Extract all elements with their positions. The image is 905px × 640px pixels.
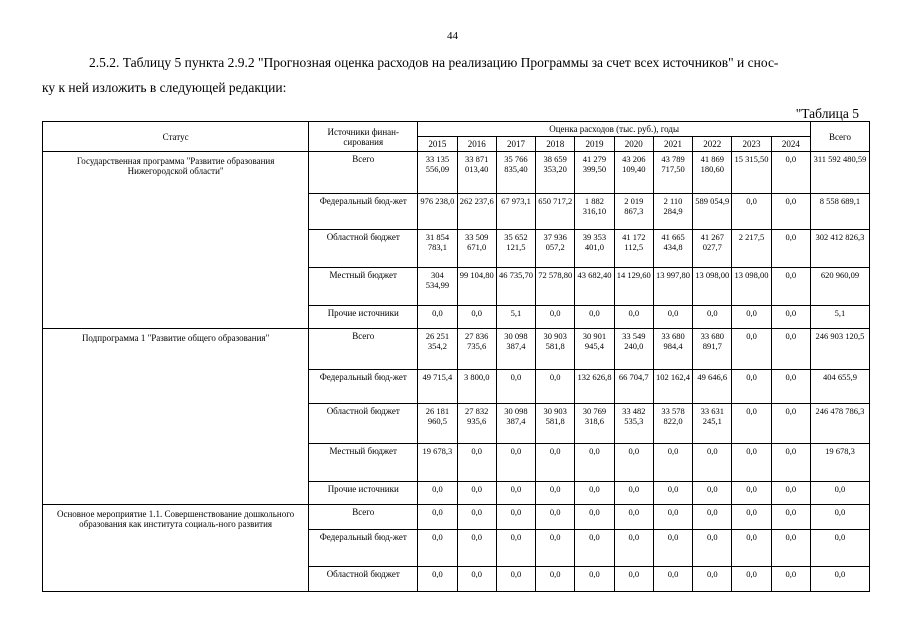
value-cell: 0,0 [653, 530, 692, 567]
value-cell: 35 766 835,40 [496, 152, 535, 194]
value-cell: 0,0 [575, 530, 614, 567]
total-cell: 404 655,9 [810, 370, 869, 404]
table-row [43, 329, 870, 370]
value-cell: 33 578 822,0 [653, 404, 692, 444]
value-cell: 0,0 [732, 404, 771, 444]
source-cell: Прочие источники [309, 306, 418, 329]
value-cell: 0,0 [771, 567, 810, 592]
value-cell: 0,0 [536, 306, 575, 329]
value-cell: 0,0 [771, 230, 810, 268]
value-cell: 30 901 945,4 [575, 329, 614, 370]
value-cell: 0,0 [575, 505, 614, 530]
value-cell: 262 237,6 [457, 194, 496, 230]
year-header: 2019 [575, 137, 614, 152]
value-cell: 0,0 [771, 444, 810, 482]
value-cell: 0,0 [496, 444, 535, 482]
source-cell: Областной бюджет [309, 404, 418, 444]
total-cell: 302 412 826,3 [810, 230, 869, 268]
value-cell: 46 735,70 [496, 268, 535, 306]
value-cell: 0,0 [418, 567, 457, 592]
value-cell: 41 172 112,5 [614, 230, 653, 268]
value-cell: 5,1 [496, 306, 535, 329]
value-cell: 0,0 [457, 306, 496, 329]
value-cell: 0,0 [457, 567, 496, 592]
value-cell: 13 997,80 [653, 268, 692, 306]
value-cell: 0,0 [693, 444, 732, 482]
status-cell: Основное мероприятие 1.1. Совершенствование дошкольного образования как института социаль-ного развития [43, 505, 309, 592]
total-cell: 0,0 [810, 530, 869, 567]
value-cell: 304 534,99 [418, 268, 457, 306]
value-cell: 0,0 [614, 306, 653, 329]
value-cell: 2 217,5 [732, 230, 771, 268]
value-cell: 38 659 353,20 [536, 152, 575, 194]
value-cell: 0,0 [771, 370, 810, 404]
value-cell: 0,0 [496, 482, 535, 505]
value-cell: 33 871 013,40 [457, 152, 496, 194]
value-cell: 0,0 [732, 444, 771, 482]
year-header: 2015 [418, 137, 457, 152]
value-cell: 0,0 [614, 530, 653, 567]
year-header: 2024 [771, 137, 810, 152]
value-cell: 0,0 [771, 194, 810, 230]
value-cell: 0,0 [693, 306, 732, 329]
total-header: Всего [810, 122, 869, 152]
value-cell: 33 482 535,3 [614, 404, 653, 444]
value-cell: 33 631 245,1 [693, 404, 732, 444]
value-cell: 19 678,3 [418, 444, 457, 482]
value-cell: 30 903 581,8 [536, 404, 575, 444]
value-cell: 33 680 891,7 [693, 329, 732, 370]
value-cell: 0,0 [575, 444, 614, 482]
value-cell: 0,0 [418, 505, 457, 530]
value-cell: 33 135 556,09 [418, 152, 457, 194]
value-cell: 0,0 [653, 444, 692, 482]
value-cell: 49 715,4 [418, 370, 457, 404]
value-cell: 0,0 [653, 505, 692, 530]
value-cell: 0,0 [693, 530, 732, 567]
total-cell: 246 478 786,3 [810, 404, 869, 444]
value-cell: 41 279 399,50 [575, 152, 614, 194]
total-cell: 246 903 120,5 [810, 329, 869, 370]
value-cell: 30 769 318,6 [575, 404, 614, 444]
value-cell: 0,0 [614, 505, 653, 530]
value-cell: 0,0 [653, 567, 692, 592]
intro-paragraph [42, 50, 868, 100]
value-cell: 0,0 [457, 444, 496, 482]
value-cell: 0,0 [771, 404, 810, 444]
value-cell: 30 098 387,4 [496, 329, 535, 370]
total-cell: 0,0 [810, 567, 869, 592]
status-header: Статус [43, 122, 309, 152]
status-cell: Государственная программа "Развитие образования Нижегородской области" [43, 152, 309, 329]
value-cell: 31 854 783,1 [418, 230, 457, 268]
value-cell: 650 717,2 [536, 194, 575, 230]
value-cell: 0,0 [496, 530, 535, 567]
value-cell: 0,0 [732, 530, 771, 567]
value-cell: 0,0 [496, 567, 535, 592]
value-cell: 0,0 [732, 370, 771, 404]
value-cell: 1 882 316,10 [575, 194, 614, 230]
table-body [43, 152, 870, 592]
value-cell: 67 973,1 [496, 194, 535, 230]
value-cell: 0,0 [496, 505, 535, 530]
value-cell: 0,0 [457, 482, 496, 505]
total-cell: 19 678,3 [810, 444, 869, 482]
source-cell: Местный бюджет [309, 268, 418, 306]
year-header: 2017 [496, 137, 535, 152]
value-cell: 39 353 401,0 [575, 230, 614, 268]
value-cell: 33 509 671,0 [457, 230, 496, 268]
value-cell: 0,0 [457, 530, 496, 567]
value-cell: 0,0 [536, 567, 575, 592]
table-caption: "Таблица 5 [795, 106, 859, 121]
value-cell: 30 098 387,4 [496, 404, 535, 444]
value-cell: 33 549 240,0 [614, 329, 653, 370]
value-cell: 0,0 [536, 444, 575, 482]
year-header: 2023 [732, 137, 771, 152]
value-cell: 0,0 [771, 268, 810, 306]
value-cell: 0,0 [536, 505, 575, 530]
value-cell: 0,0 [771, 152, 810, 194]
value-cell: 0,0 [575, 306, 614, 329]
value-cell: 27 836 735,6 [457, 329, 496, 370]
intro-line-2: ку к ней изложить в следующей редакции: [42, 80, 287, 95]
source-cell: Федеральный бюд-жет [309, 194, 418, 230]
year-header: 2021 [653, 137, 692, 152]
source-cell: Областной бюджет [309, 230, 418, 268]
value-cell: 0,0 [575, 567, 614, 592]
table-row [43, 152, 870, 194]
value-cell: 2 110 284,9 [653, 194, 692, 230]
estimate-header: Оценка расходов (тыс. руб.), годы [418, 122, 811, 137]
value-cell: 15 315,50 [732, 152, 771, 194]
source-cell: Федеральный бюд-жет [309, 370, 418, 404]
value-cell: 13 098,00 [732, 268, 771, 306]
value-cell: 132 626,8 [575, 370, 614, 404]
source-cell: Всего [309, 505, 418, 530]
value-cell: 66 704,7 [614, 370, 653, 404]
value-cell: 0,0 [771, 482, 810, 505]
value-cell: 41 267 027,7 [693, 230, 732, 268]
total-cell: 620 960,09 [810, 268, 869, 306]
value-cell: 0,0 [771, 329, 810, 370]
value-cell: 13 098,00 [693, 268, 732, 306]
value-cell: 0,0 [653, 482, 692, 505]
year-header: 2018 [536, 137, 575, 152]
status-cell: Подпрограмма 1 "Развитие общего образования" [43, 329, 309, 505]
source-cell: Местный бюджет [309, 444, 418, 482]
total-cell: 8 558 689,1 [810, 194, 869, 230]
value-cell: 0,0 [614, 567, 653, 592]
page-number: 44 [447, 30, 458, 42]
value-cell: 0,0 [732, 306, 771, 329]
value-cell: 0,0 [614, 444, 653, 482]
value-cell: 0,0 [771, 530, 810, 567]
value-cell: 0,0 [732, 329, 771, 370]
value-cell: 589 054,9 [693, 194, 732, 230]
value-cell: 0,0 [732, 194, 771, 230]
value-cell: 43 206 109,40 [614, 152, 653, 194]
header-row-1 [43, 122, 870, 137]
value-cell: 0,0 [418, 306, 457, 329]
value-cell: 41 665 434,8 [653, 230, 692, 268]
value-cell: 35 652 121,5 [496, 230, 535, 268]
value-cell: 27 832 935,6 [457, 404, 496, 444]
value-cell: 0,0 [418, 530, 457, 567]
year-header: 2022 [693, 137, 732, 152]
value-cell: 0,0 [496, 370, 535, 404]
year-header: 2016 [457, 137, 496, 152]
source-cell: Всего [309, 152, 418, 194]
value-cell: 102 162,4 [653, 370, 692, 404]
value-cell: 2 019 867,3 [614, 194, 653, 230]
value-cell: 0,0 [732, 505, 771, 530]
value-cell: 0,0 [693, 482, 732, 505]
value-cell: 0,0 [771, 505, 810, 530]
value-cell: 0,0 [457, 505, 496, 530]
value-cell: 41 869 180,60 [693, 152, 732, 194]
value-cell: 37 936 057,2 [536, 230, 575, 268]
total-cell: 311 592 480,59 [810, 152, 869, 194]
value-cell: 976 238,0 [418, 194, 457, 230]
value-cell: 0,0 [732, 482, 771, 505]
source-cell: Областной бюджет [309, 567, 418, 592]
table-row [43, 505, 870, 530]
value-cell: 3 800,0 [457, 370, 496, 404]
value-cell: 0,0 [575, 482, 614, 505]
value-cell: 0,0 [536, 370, 575, 404]
value-cell: 0,0 [693, 567, 732, 592]
value-cell: 26 181 960,5 [418, 404, 457, 444]
value-cell: 14 129,60 [614, 268, 653, 306]
intro-line-1: 2.5.2. Таблицу 5 пункта 2.9.2 "Прогнозная оценка расходов на реализацию Программы за счет всех источников" и снос- [89, 55, 779, 70]
value-cell: 30 903 581,8 [536, 329, 575, 370]
value-cell: 26 251 354,2 [418, 329, 457, 370]
source-cell: Федеральный бюд-жет [309, 530, 418, 567]
value-cell: 0,0 [614, 482, 653, 505]
value-cell: 43 789 717,50 [653, 152, 692, 194]
value-cell: 0,0 [418, 482, 457, 505]
value-cell: 72 578,80 [536, 268, 575, 306]
value-cell: 0,0 [536, 482, 575, 505]
total-cell: 0,0 [810, 482, 869, 505]
value-cell: 0,0 [771, 306, 810, 329]
value-cell: 33 680 984,4 [653, 329, 692, 370]
value-cell: 43 682,40 [575, 268, 614, 306]
source-cell: Прочие источники [309, 482, 418, 505]
value-cell: 0,0 [732, 567, 771, 592]
budget-table [42, 121, 870, 592]
value-cell: 99 104,80 [457, 268, 496, 306]
year-header: 2020 [614, 137, 653, 152]
total-cell: 5,1 [810, 306, 869, 329]
value-cell: 0,0 [693, 505, 732, 530]
source-cell: Всего [309, 329, 418, 370]
sources-header: Источники финан-сирования [309, 122, 418, 152]
total-cell: 0,0 [810, 505, 869, 530]
value-cell: 49 646,6 [693, 370, 732, 404]
value-cell: 0,0 [536, 530, 575, 567]
value-cell: 0,0 [653, 306, 692, 329]
